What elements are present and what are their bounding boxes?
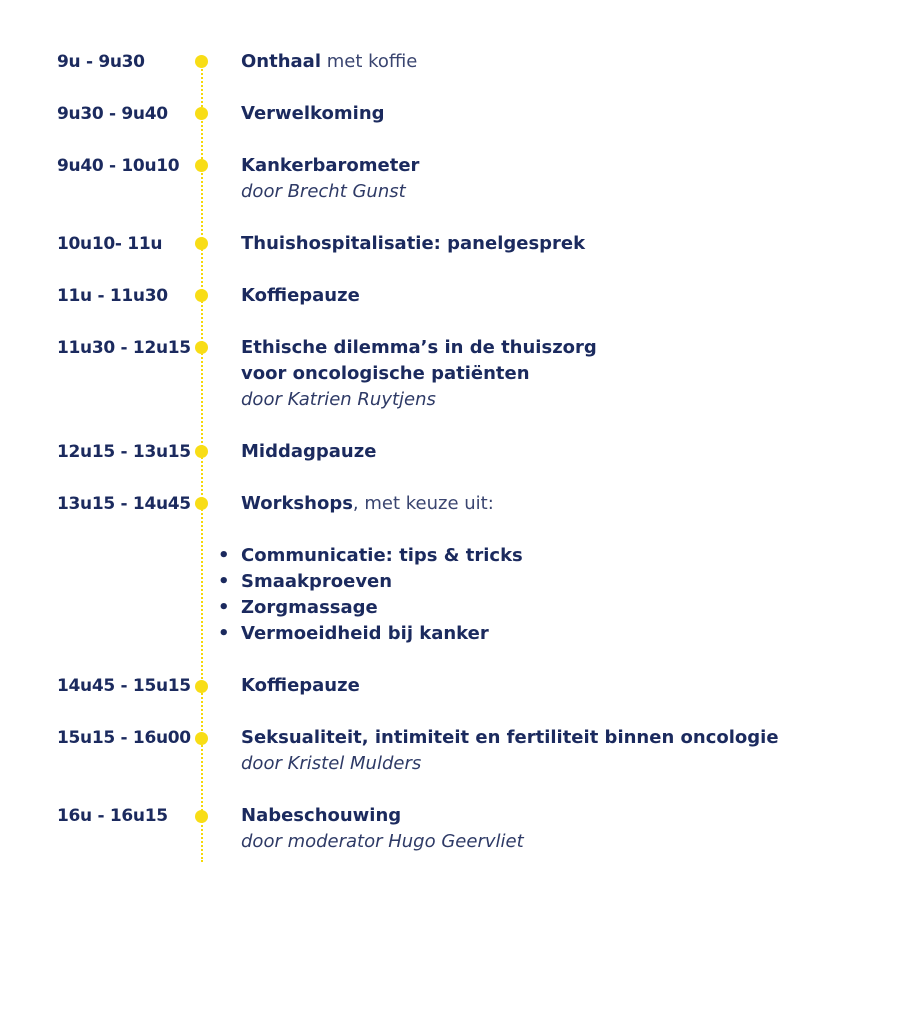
program-item bbox=[241, 803, 524, 855]
timeline-dot bbox=[195, 237, 208, 250]
program-item bbox=[241, 283, 360, 309]
item-speaker: door moderator Hugo Geervliet bbox=[241, 831, 524, 852]
timeline-dot bbox=[195, 341, 208, 354]
item-title: Verwelkoming bbox=[241, 103, 385, 124]
bullet-icon: • bbox=[218, 571, 230, 592]
program-item bbox=[241, 153, 419, 205]
bullet-icon: • bbox=[218, 623, 230, 644]
time-slot: 11u30 - 12u15 bbox=[57, 338, 191, 358]
time-slot: 10u10- 11u bbox=[57, 234, 163, 254]
item-title: Nabeschouwing bbox=[241, 805, 402, 826]
item-note: , met keuze uit: bbox=[352, 493, 494, 514]
item-note: met koffie bbox=[321, 51, 418, 72]
workshop-label: Smaakproeven bbox=[241, 571, 393, 592]
item-title: Workshops bbox=[241, 493, 353, 514]
program-item bbox=[241, 491, 494, 517]
item-title: Ethische dilemma’s in de thuiszorg bbox=[241, 337, 597, 358]
time-slot: 14u45 - 15u15 bbox=[57, 676, 191, 696]
item-speaker: door Brecht Gunst bbox=[241, 181, 406, 202]
time-slot: 12u15 - 13u15 bbox=[57, 442, 191, 462]
program-item bbox=[241, 101, 385, 127]
bullet-icon: • bbox=[218, 545, 230, 566]
program-item bbox=[241, 49, 417, 75]
list-item bbox=[218, 621, 523, 647]
workshop-list bbox=[218, 543, 523, 647]
item-title: Onthaal bbox=[241, 51, 321, 72]
list-item bbox=[218, 569, 523, 595]
timeline-dot bbox=[195, 497, 208, 510]
list-item bbox=[218, 595, 523, 621]
program-item bbox=[241, 725, 779, 777]
time-slot: 11u - 11u30 bbox=[57, 286, 168, 306]
workshop-label: Communicatie: tips & tricks bbox=[241, 545, 523, 566]
item-speaker: door Katrien Ruytjens bbox=[241, 389, 436, 410]
item-title-continued: voor oncologische patiënten bbox=[241, 363, 530, 384]
program-item bbox=[241, 231, 585, 257]
bullet-icon: • bbox=[218, 597, 230, 618]
time-slot: 16u - 16u15 bbox=[57, 806, 168, 826]
program-item bbox=[241, 673, 360, 699]
program-item bbox=[241, 335, 597, 413]
timeline-dot bbox=[195, 810, 208, 823]
timeline-dot bbox=[195, 680, 208, 693]
workshop-label: Vermoeidheid bij kanker bbox=[241, 623, 489, 644]
item-title: Koffiepauze bbox=[241, 675, 360, 696]
timeline-dot bbox=[195, 289, 208, 302]
timeline-dot bbox=[195, 55, 208, 68]
item-title: Koffiepauze bbox=[241, 285, 360, 306]
list-item bbox=[218, 543, 523, 569]
time-slot: 15u15 - 16u00 bbox=[57, 728, 191, 748]
timeline-dot bbox=[195, 445, 208, 458]
program-item bbox=[241, 439, 376, 465]
time-slot: 9u - 9u30 bbox=[57, 52, 145, 72]
time-slot: 9u30 - 9u40 bbox=[57, 104, 168, 124]
timeline-dot bbox=[195, 159, 208, 172]
workshop-label: Zorgmassage bbox=[241, 597, 378, 618]
item-speaker: door Kristel Mulders bbox=[241, 753, 422, 774]
item-title: Middagpauze bbox=[241, 441, 377, 462]
item-title: Thuishospitalisatie: panelgesprek bbox=[241, 233, 586, 254]
timeline-dot bbox=[195, 732, 208, 745]
item-title: Kankerbarometer bbox=[241, 155, 420, 176]
item-title: Seksualiteit, intimiteit en fertiliteit binnen oncologie bbox=[241, 727, 779, 748]
timeline-dot bbox=[195, 107, 208, 120]
time-slot: 9u40 - 10u10 bbox=[57, 156, 180, 176]
time-slot: 13u15 - 14u45 bbox=[57, 494, 191, 514]
